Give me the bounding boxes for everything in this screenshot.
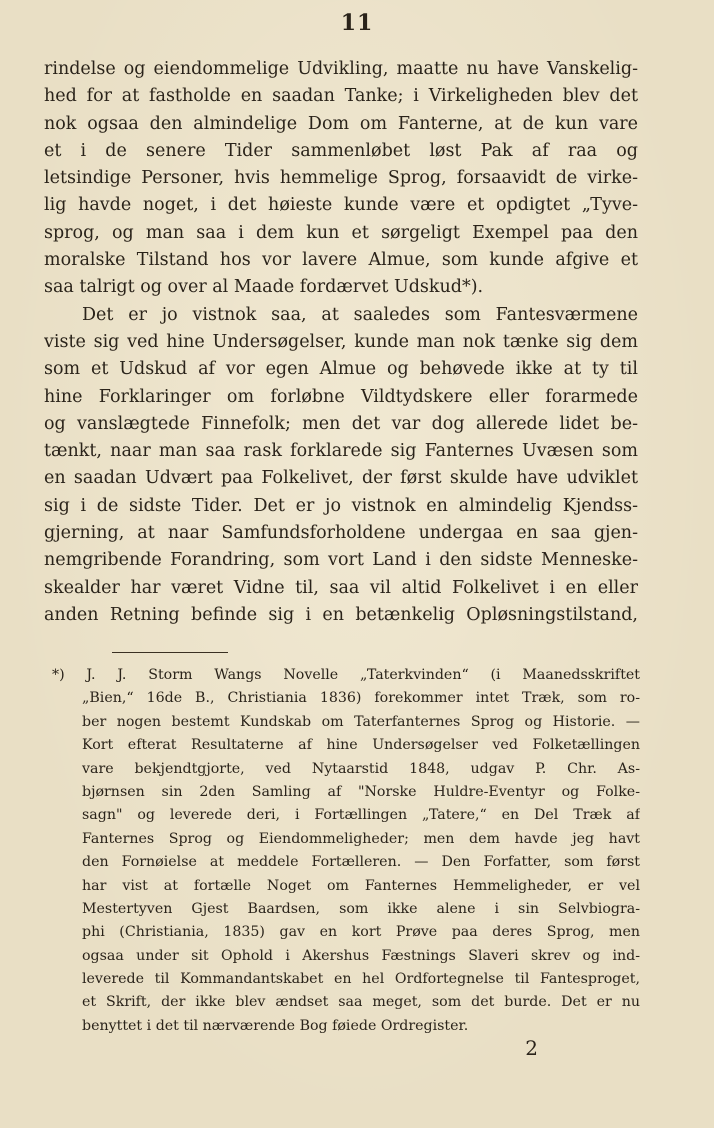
text-line: nemgribende Forandring, som vort Land i den sidste Menneske- [44,550,638,571]
footnote-line: ber nogen bestemt Kundskab om Taterfanternes Sprog og Historie. — [82,713,640,730]
footnote-line: Mestertyven Gjest Baardsen, som ikke alene i sin Selvbiogra- [82,900,640,917]
text-line: viste sig ved hine Undersøgelser, kunde man nok tænke sig dem [44,331,638,352]
footnote-divider [112,652,228,653]
footnote-line: phi (Christiania, 1835) gav en kort Prøve paa deres Sprog, men [82,924,640,941]
text-line: som et Udskud af vor egen Almue og behøvede ikke at ty til [44,359,638,380]
footnote-line: sagn" og leverede deri, i Fortællingen „Tatere,“ en Del Træk af [82,807,640,824]
footnote [52,664,640,1038]
main-text [44,56,638,629]
text-line: hine Forklaringer om forløbne Vildtydskere eller forarmede [44,386,638,407]
footnote-line: et Skrift, der ikke blev ændset saa meget, som det burde. Det er nu [82,994,640,1011]
footnote-line: Fanternes Sprog og Eiendommeligheder; men dem havde jeg havt [82,830,640,847]
text-line: og vanslægtede Finnefolk; men det var dog allerede lidet be- [44,413,638,434]
text-line: moralske Tilstand hos vor lavere Almue, som kunde afgive et [44,250,638,271]
footnote-line: leverede til Kommandantskabet en hel Ordfortegnelse til Fantesproget, [82,971,640,988]
footnote-line: den Fornøielse at meddele Fortælleren. — Den Forfatter, som først [82,854,640,871]
text-line: anden Retning befinde sig i en betænkelig Opløsningstilstand, [44,604,638,625]
text-line: nok ogsaa den almindelige Dom om Fanterne, at de kun vare [44,113,638,134]
text-line: hed for at fastholde en saadan Tanke; i Virkeligheden blev det [44,86,638,107]
text-line: saa talrigt og over al Maade fordærvet Udskud*). [44,277,484,298]
footnote-line: har vist at fortælle Noget om Fanternes Hemmeligheder, er vel [82,877,640,894]
text-line: en saadan Udvært paa Folkelivet, der først skulde have udviklet [44,468,638,489]
text-line: skealder har været Vidne til, saa vil altid Folkelivet i en eller [44,577,638,598]
text-line: tænkt, naar man saa rask forklarede sig Fanternes Uvæsen som [44,441,638,462]
footnote-line: Kort efterat Resultaterne af hine Undersøgelser ved Folketællingen [82,737,640,754]
text-line: letsindige Personer, hvis hemmelige Sprog, forsaavidt de virke- [44,168,638,189]
footnote-line: ogsaa under sit Ophold i Akershus Fæstnings Slaveri skrev og ind- [82,947,640,964]
paragraph-start-line: Det er jo vistnok saa, at saaledes som Fantesværmene [82,304,638,325]
footnote-line: *) J. J. Storm Wangs Novelle „Taterkvinden“ (i Maanedsskriftet [52,667,640,683]
text-line: gjerning, at naar Samfundsforholdene undergaa en saa gjen- [44,523,638,544]
text-line: rindelse og eiendommelige Udvikling, maatte nu have Vanskelig- [44,59,638,79]
footnote-line: vare bekjendtgjorte, ved Nytaarstid 1848, udgav P. Chr. As- [82,760,640,777]
text-line: sig i de sidste Tider. Det er jo vistnok en almindelig Kjendss- [44,495,638,516]
signature-mark: 2 [525,1036,538,1060]
footnote-line: benyttet i det til nærværende Bog føiede Ordregister. [82,1017,469,1034]
footnote-line: bjørnsen sin 2den Samling af "Norske Huldre-Eventyr og Folke- [82,783,640,800]
footnote-line: „Bien,“ 16de B., Christiania 1836) forekommer intet Træk, som ro- [82,690,640,707]
text-line: et i de senere Tider sammenløbet løst Pak af raa og [44,140,638,161]
text-line: lig havde noget, i det høieste kunde være et opdigtet „Tyve- [44,195,638,216]
text-line: sprog, og man saa i dem kun et sørgeligt Exempel paa den [44,222,638,243]
page-number: 11 [340,10,374,36]
